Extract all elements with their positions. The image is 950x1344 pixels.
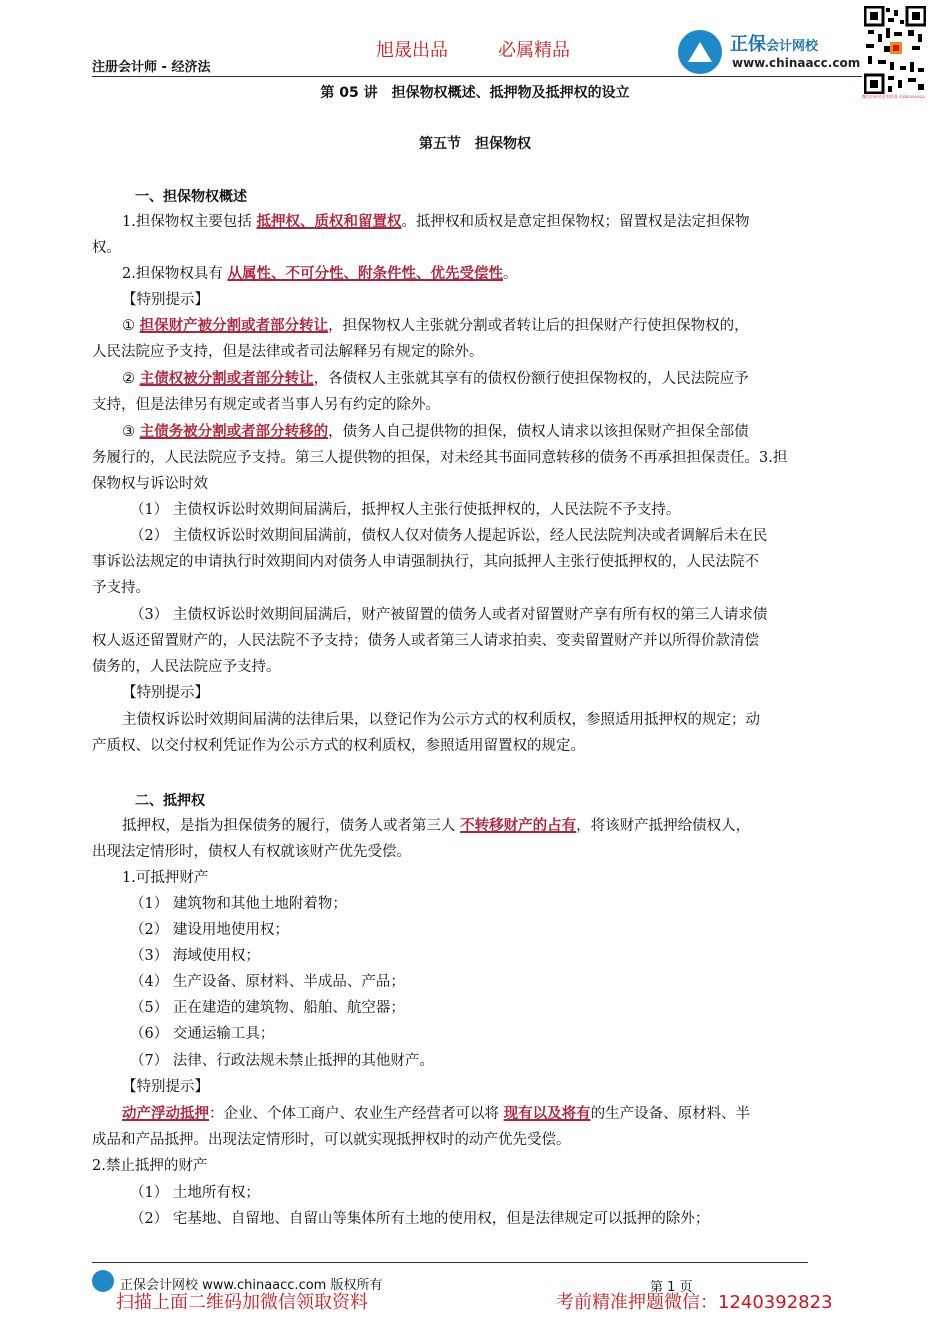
list-item: （2） 宅基地、自留地、自留山等集体所有土地的使用权，但是法律规定可以抵押的除外；	[130, 1211, 710, 1227]
clause-1-line2: 人民法院应予支持，但是法律或者司法解释另有规定的除外。	[92, 344, 484, 360]
statute-2-line1: （2） 主债权诉讼时效期间届满前，债权人仅对债务人提起诉讼，经人民法院判决或者调解后未在民	[130, 528, 768, 544]
subheading-prohibited: 2.禁止抵押的财产	[92, 1158, 208, 1174]
floating-mortgage-line1: 动产浮动抵押：企业、个体工商户、农业生产经营者可以将 现有以及将有的生产设备、原材料、半	[122, 1106, 751, 1122]
list-item: （5） 正在建造的建筑物、船舶、航空器；	[130, 1000, 405, 1016]
statute-1: （1） 主债权诉讼时效期间届满后，抵押权人主张行使抵押权的，人民法院不予支持。	[130, 502, 681, 518]
chinaacc-logo	[678, 28, 861, 76]
heading-part1: 一、担保物权概述	[135, 189, 247, 205]
clause-3-line2: 务履行的，人民法院应予支持。第三人提供物的担保，对未经其书面同意转移的债务不再承担担保责任。3.担	[92, 450, 788, 466]
statute-3-line3: 债务的，人民法院应予支持。	[92, 659, 281, 675]
definition-line2: 出现法定情形时，债权人有权就该财产优先受偿。	[92, 844, 411, 860]
footer-copyright: 正保会计网校 www.chinaacc.com 版权所有	[120, 1278, 383, 1293]
lecture-title: 第 05 讲 担保物权概述、抵押物及抵押权的设立	[320, 85, 630, 101]
list-item: （4） 生产设备、原材料、半成品、产品；	[130, 974, 405, 990]
clause-3-line3: 保物权与诉讼时效	[92, 476, 208, 492]
list-item: （2） 建设用地使用权；	[130, 922, 289, 938]
heading-part2: 二、抵押权	[135, 793, 205, 809]
footer-divider	[92, 1262, 808, 1263]
clause-2-line1: ② 主债权被分割或者部分转让，各债权人主张就其享有的债权份额行使担保物权的，人民法院应予	[122, 371, 749, 387]
header-course: 注册会计师 - 经济法	[92, 60, 211, 75]
logo-name: 正保会计网校	[730, 34, 819, 55]
definition-line1: 抵押权，是指为担保债务的履行，债务人或者第三人 不转移财产的占有，将该财产抵押给债权人，	[122, 818, 751, 834]
page-number: 第 1 页	[650, 1280, 693, 1295]
list-item: （1） 建筑物和其他土地附着物；	[130, 896, 347, 912]
clause-3-line1: ③ 主债务被分割或者部分转移的，债务人自己提供物的担保，债权人请求以该担保财产担保全部债	[122, 424, 749, 440]
para-1-line2: 权。	[92, 240, 121, 256]
footer-logo-icon	[92, 1270, 114, 1292]
statute-2-line3: 予支持。	[92, 580, 150, 596]
qr-code-icon	[864, 6, 926, 94]
list-item: （3） 海域使用权；	[130, 948, 260, 964]
para-1-line1: 1.担保物权主要包括 抵押权、质权和留置权。抵押权和质权是意定担保物权；留置权是法定担保物	[122, 214, 750, 230]
list-item: （6） 交通运输工具；	[130, 1026, 275, 1042]
tip-label-1: 【特别提示】	[122, 292, 209, 308]
tip-label-2: 【特别提示】	[122, 685, 209, 701]
clause-2-line2: 支持，但是法律另有规定或者当事人另有约定的除外。	[92, 397, 440, 413]
para-2: 2.担保物权具有 从属性、不可分性、附条件性、优先受偿性。	[122, 266, 518, 282]
bottom-promo-left: 扫描上面二维码加微信领取资料	[116, 1292, 368, 1313]
bottom-promo-right: 考前精准押题微信：1240392823	[556, 1292, 833, 1313]
statute-3-line1: （3） 主债权诉讼时效期间届满后，财产被留置的债务人或者对留置财产享有所有权的第三人请求债	[130, 607, 768, 623]
floating-mortgage-line2: 成品和产品抵押。出现法定情形时，可以就实现抵押权时的动产优先受偿。	[92, 1132, 571, 1148]
tip-label-3: 【特别提示】	[122, 1079, 209, 1095]
section-title: 第五节 担保物权	[419, 136, 531, 152]
statute-2-line2: 事诉讼法规定的申请执行时效期间内对债务人申请强制执行，其向抵押人主张行使抵押权的，人民法院不	[92, 554, 759, 570]
logo-icon	[678, 30, 722, 74]
logo-url: www.chinaacc.com	[732, 56, 861, 70]
subheading-mortgageable: 1.可抵押财产	[122, 870, 209, 886]
statute-3-line2: 权人返还留置财产的，人民法院不予支持；债务人或者第三人请求拍卖、变卖留置财产并以所得价款清偿	[92, 633, 759, 649]
clause-1-line1: ① 担保财产被分割或者部分转让，担保物权人主张就分割或者转让后的担保财产行使担保物权的，	[122, 318, 749, 334]
list-item: （1） 土地所有权；	[130, 1185, 260, 1201]
header-divider	[92, 76, 862, 77]
promo-right: 必属精品	[498, 40, 570, 61]
list-item: （7） 法律、行政法规未禁止抵押的其他财产。	[130, 1053, 434, 1069]
promo-left: 旭晟出品	[376, 40, 448, 61]
qr-caption: 微信扫码关注有惊喜 1240392823	[862, 94, 925, 99]
tip-2-line1: 主债权诉讼时效期间届满的法律后果，以登记作为公示方式的权利质权，参照适用抵押权的规定；动	[122, 712, 760, 728]
tip-2-line2: 产质权、以交付权利凭证作为公示方式的权利质权，参照适用留置权的规定。	[92, 738, 585, 754]
